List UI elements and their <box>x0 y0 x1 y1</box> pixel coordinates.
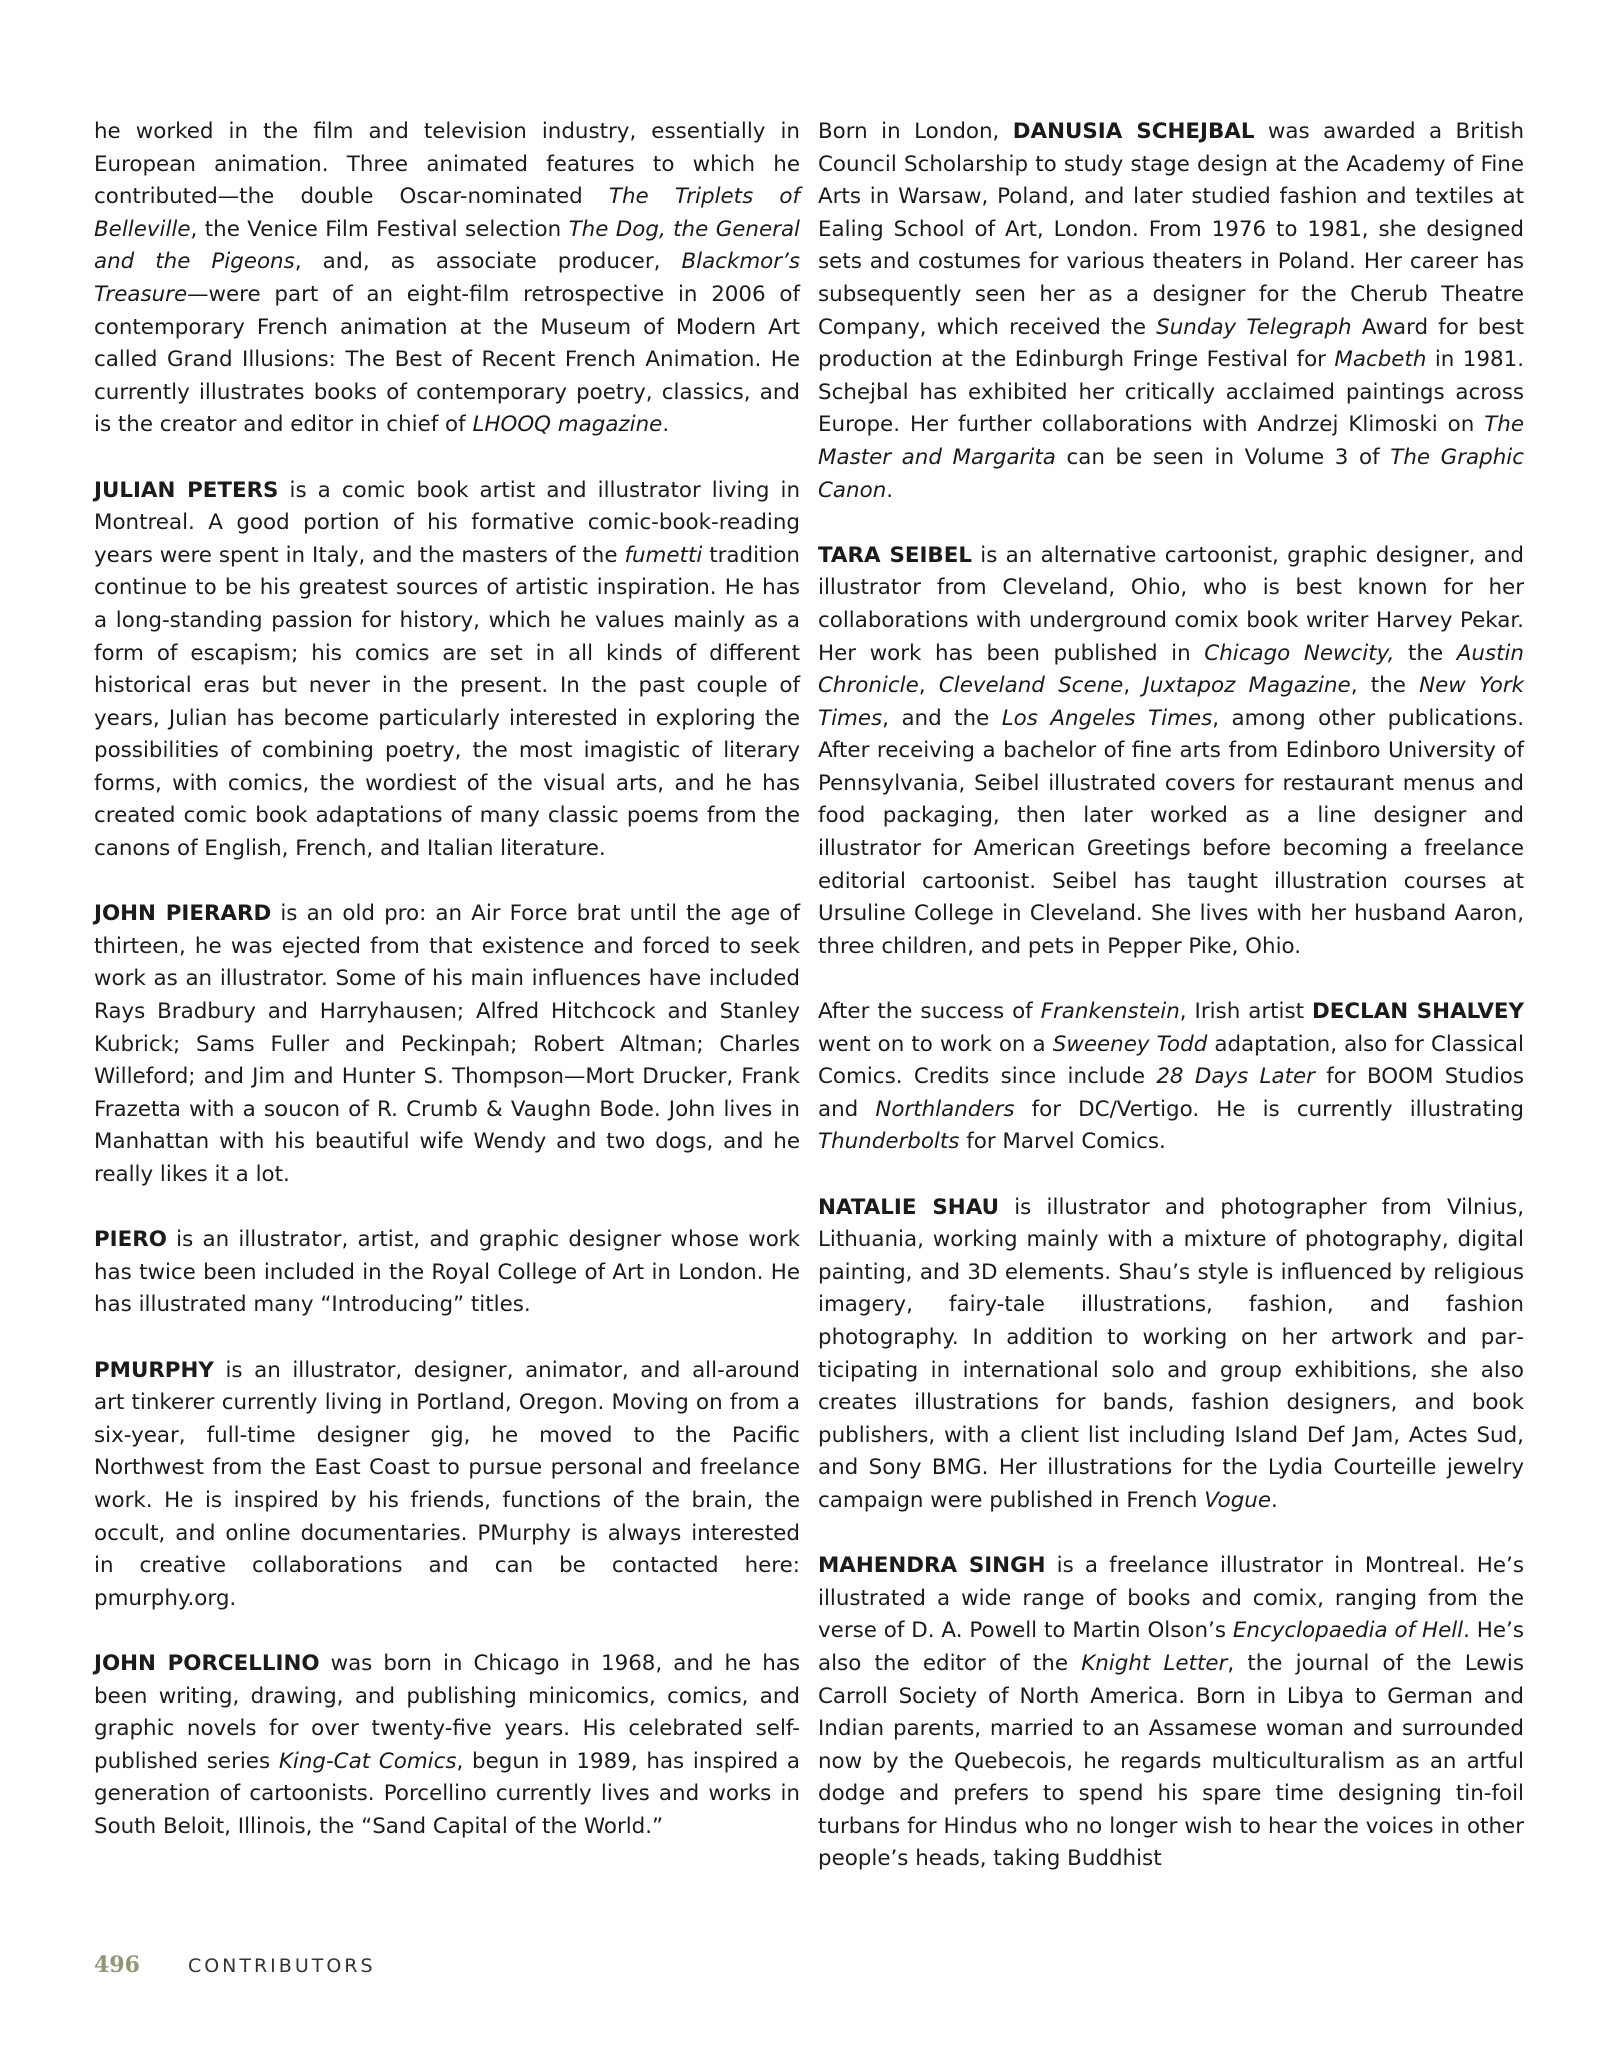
bio-text: was born in Chicago in 1968, and he has been writing, drawing, and publishing minicomics, comics, and graphic novels for over twenty-five years. His celebrated self-published series <box>94 1650 801 1774</box>
page-number: 496 <box>94 1952 140 1978</box>
bio-text: is an old pro: an Air Force brat until the age of thirteen, he was ejected from that existence and forced to seek work as an illustrator. Some of his main influences have included Rays Bradbury and Harryhausen; Alfred Hitchcock and Stanley Kubrick; Sams Fuller and Peckinpah; Robert Altman; Charles Willeford; and Jim and Hunter S. Thompson—Mort Drucker, Frank Frazetta with a soucon of R. Crumb & Vaughn Bode. John lives in Manhattan with his beautiful wife Wendy and two dogs, and he really likes it a lot. <box>94 901 800 1187</box>
bio-text: can be seen in Volume 3 of <box>1055 444 1391 470</box>
contributor-name: DANUSIA SCHEJBAL <box>1012 119 1255 144</box>
bio-text: After the success of <box>818 999 1041 1025</box>
contributor-name: DECLAN SHALVEY <box>1312 999 1524 1025</box>
bio-text: , and, as associate producer, <box>294 249 682 275</box>
bio-text: he worked in the film and television industry, essentially in European animation. Three animated features to which he contributed—the double Oscar-nominated <box>94 119 800 210</box>
bio-piero <box>94 1224 800 1322</box>
bio-text: Award for best production at the Edinburgh Fringe Festival for <box>818 314 1524 373</box>
bio-text: , <box>1123 673 1144 699</box>
italic-title: The Graphic Canon <box>818 444 1525 503</box>
bio-text: was awarded a British Council Scholarship to study stage design at the Academy of Fine Arts in Warsaw, Poland, and later studied fashion and textiles at Ealing School of Art, London. From 1976 to 1981, she designed sets and costumes for various theaters in Poland. Her career has subsequently seen her as a designer for the Cherub Theatre Company, which received the <box>818 119 1525 340</box>
italic-title: Sunday Telegraph <box>1156 314 1352 340</box>
bio-text: for DC/Vertigo. He is currently illustrating <box>1014 1096 1524 1122</box>
bio-text: is an illustrator, artist, and graphic designer whose work has twice been included in the Royal College of Art in London. He has illustrated many “Introducing” titles. <box>94 1227 800 1318</box>
contributor-name: NATALIE SHAU <box>818 1194 999 1220</box>
italic-title: Macbeth <box>1334 347 1427 373</box>
italic-title: 28 Days Later <box>1156 1064 1315 1090</box>
bio-text: , begun in 1989, has inspired a generation of cartoonists. Porcellino currently lives and works in South Beloit, Illinois, the “Sand Capital of the World.” <box>94 1748 800 1839</box>
italic-title: King-Cat Comics <box>278 1748 457 1774</box>
italic-title: Los Angeles Times <box>1001 705 1213 731</box>
bio-text: for BOOM Studios and <box>818 1064 1524 1122</box>
bio-text: adaptation, also for Classical Comics. Credits since include <box>818 1031 1524 1090</box>
bio-text: is a freelance illustrator in Montreal. He’s illustrated a wide range of books and comix, ranging from the verse of D. A. Powell to Martin Olson’s <box>818 1553 1524 1644</box>
italic-title: Juxtapoz Magazine <box>1143 673 1351 699</box>
right-column <box>818 116 1524 1876</box>
bio-text: , <box>918 673 939 699</box>
contributor-name: TARA SEIBEL <box>818 542 972 568</box>
bio-text: went on to work on a <box>818 1031 1053 1057</box>
bio-text: , and the <box>882 705 1002 731</box>
italic-title: fumetti <box>624 542 703 568</box>
bio-pmurphy <box>94 1355 800 1616</box>
italic-title: Knight Letter <box>1081 1650 1228 1676</box>
italic-title: Austin Chronicle <box>818 640 1524 699</box>
bio-text: the <box>1394 640 1457 666</box>
bio-john-porcellino <box>94 1648 800 1844</box>
italic-title: LHOOQ magazine <box>472 412 663 438</box>
bio-text: is an alternative cartoonist, graphic designer, and illustrator from Cleveland, Ohio, who is best known for her collaborations with underground comix book writer Harvey Pekar. Her work has been published in <box>818 542 1524 666</box>
bio-declan-shalvey <box>818 996 1524 1159</box>
italic-title: Encyclopaedia of Hell <box>1232 1618 1464 1644</box>
italic-title: Cleveland Scene <box>938 673 1124 699</box>
italic-title: Blackmor’s Treasure <box>94 249 800 307</box>
bio-danusia-schejbal <box>818 116 1524 507</box>
page-footer <box>94 1952 376 1978</box>
bio-text: , Irish artist <box>1179 999 1312 1025</box>
bio-paragraph <box>94 116 800 442</box>
italic-title: Northlanders <box>875 1096 1015 1122</box>
bio-text: for Marvel Comics. <box>959 1129 1166 1155</box>
bio-text: , the Venice Film Festival selection <box>190 216 569 242</box>
italic-title: Chicago Newcity, <box>1204 640 1395 666</box>
contributor-name: JULIAN PETERS <box>94 477 279 503</box>
contributor-name: PIERO <box>94 1227 167 1253</box>
bio-tara-seibel <box>818 540 1524 964</box>
bio-text: . <box>662 412 670 438</box>
italic-title: Vogue <box>1204 1487 1272 1513</box>
bio-john-pierard <box>94 898 800 1191</box>
italic-title: New York Times <box>818 673 1524 731</box>
contributor-name: MAHENDRA SINGH <box>818 1553 1046 1579</box>
left-column <box>94 116 800 1843</box>
bio-text: tradition continue to be his greatest sources of artistic inspiration. He has a long-standing passion for history, which he values mainly as a form of escapism; his comics are set in all kinds of different historical eras but never in the present. In the past couple of years, Julian has become particularly interested in exploring the possibilities of combining poetry, the most imagistic of literary forms, with comics, the wordiest of the visual arts, and he has created comic book adaptations of many classic poems from the canons of English, French, and Italian literature. <box>94 542 800 862</box>
bio-text: —were part of an eight-film retrospective in 2006 of contemporary French animation at the Museum of Modern Art called Grand Illusions: The Best of Recent French Animation. He currently illustrates books of contemporary poetry, classics, and is the creator and editor in chief of <box>94 281 800 438</box>
bio-text: , the journal of the Lewis Carroll Society of North America. Born in Libya to German and Indian parents, married to an Assamese woman and surrounded now by the Quebecois, he regards multiculturalism as an artful dodge and prefers to spend his spare time designing tin-foil turbans for Hindus who no longer wish to hear the voices in other people’s heads, taking Buddhist <box>818 1650 1524 1872</box>
bio-text: in 1981. Schejbal has exhibited her critically acclaimed paintings across Europe. Her further collaborations with Andrzej Klimoski on <box>818 347 1524 438</box>
contributor-name: PMURPHY <box>94 1357 214 1383</box>
bio-text: . <box>886 477 894 503</box>
bio-text: . <box>1271 1487 1278 1513</box>
bio-mahendra-singh <box>818 1550 1524 1876</box>
italic-title: The Dog, the General and the Pigeons <box>94 216 800 275</box>
bio-natalie-shau <box>818 1192 1524 1518</box>
bio-text: is a comic book artist and illustrator living in Montreal. A good portion of his formative comic-book-reading years were spent in Italy, and the masters of the <box>94 477 800 568</box>
bio-text: is illustrator and photographer from Vilnius, Lithuania, working mainly with a mixture of photography, digital painting, and 3D elements. Shau’s style is influenced by religious imagery, fairy-tale illustrations, fashion, and fashion photography. In addition to working on her artwork and participating in international solo and group exhibitions, she also creates illustrations for bands, fashion designers, and book publishers, with a client list including Island Def Jam, Actes Sud, and Sony BMG. Her illustrations for the Lydia Courteille jewelry campaign were published in French <box>818 1194 1524 1513</box>
italic-title: Thunderbolts <box>818 1129 960 1155</box>
italic-title: The Master and Margarita <box>818 412 1524 470</box>
bio-julian-peters <box>94 475 800 866</box>
italic-title: Frankenstein <box>1040 999 1180 1025</box>
contributor-name: JOHN PORCELLINO <box>94 1650 320 1676</box>
bio-text: . He’s also the editor of the <box>818 1618 1524 1676</box>
contributor-name: JOHN PIERARD <box>94 901 272 927</box>
bio-text: , among other publications. After receiving a bachelor of fine arts from Edinboro University of Pennsylvania, Seibel illustrated covers for restaurant menus and food packaging, then later worked as a line designer and illustrator for American Greetings before becoming a freelance editorial cartoonist. Seibel has taught illustration courses at Ursuline College in Cleveland. She lives with her husband Aaron, three children, and pets in Pepper Pike, Ohio. <box>818 705 1525 959</box>
italic-title: The Triplets of Belleville <box>94 184 800 242</box>
bio-text: , the <box>1350 673 1420 699</box>
italic-title: Sweeney Todd <box>1052 1031 1208 1057</box>
bio-text: Born in London, <box>818 119 1013 144</box>
running-section-title: CONTRIBUTORS <box>187 1955 376 1977</box>
bio-text: is an illustrator, designer, animator, and all-around art tinkerer currently living in Portland, Oregon. Moving on from a six-year, full-time designer gig, he moved to the Pacific Northwest from the East Coast to pursue personal and freelance work. He is inspired by his friends, functions of the brain, the occult, and online documentaries. PMurphy is always interested in creative collaborations and can be contacted here: pmurphy.org. <box>94 1357 800 1611</box>
